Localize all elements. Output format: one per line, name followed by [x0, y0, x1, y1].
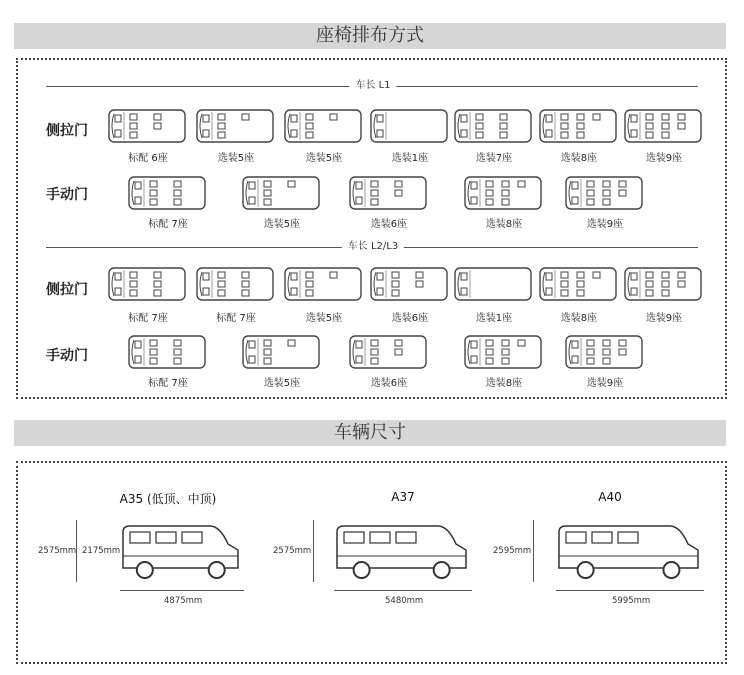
seat-layout-diagram	[108, 108, 188, 144]
seat-layout-diagram	[284, 266, 364, 302]
seat-layout-caption: 标配 7座	[148, 378, 188, 389]
seat-layout-caption: 选装6座	[370, 219, 408, 230]
van-length-label: 4875mm	[164, 596, 203, 606]
van-model-label: A40	[598, 490, 622, 504]
row-label-side-door-l23: 侧拉门	[46, 282, 88, 298]
section-label-l23: 车长 L2/L3	[342, 241, 404, 253]
van-side-view	[556, 520, 704, 582]
seat-layout-diagram	[242, 334, 322, 370]
seat-layout-caption: 标配 6座	[128, 153, 168, 164]
seat-layout-caption: 选装9座	[645, 313, 683, 324]
seat-layout-diagram	[565, 175, 645, 211]
van-model-label: A35 (低顶、中顶)	[119, 492, 217, 506]
seat-layout-diagram	[539, 266, 619, 302]
seat-layout-caption: 选装1座	[475, 313, 513, 324]
seat-layout-caption: 选装5座	[263, 378, 301, 389]
seat-layout-caption: 选装9座	[586, 219, 624, 230]
van-length-label: 5480mm	[385, 596, 424, 606]
van-height-label: 2575mm	[273, 546, 312, 556]
seat-layout-diagram	[370, 266, 450, 302]
seat-layout-diagram	[539, 108, 619, 144]
van-height-label: 2575mm	[38, 546, 77, 556]
seat-layout-diagram	[624, 266, 704, 302]
van-height-label-secondary: 2175mm	[82, 546, 121, 556]
row-label-manual-door: 手动门	[46, 187, 88, 203]
seat-layout-caption: 选装6座	[370, 378, 408, 389]
seat-layout-diagram	[196, 108, 276, 144]
seat-layout-diagram	[349, 334, 429, 370]
seat-layout-diagram	[349, 175, 429, 211]
seat-layout-caption: 选装1座	[391, 153, 429, 164]
seat-layout-diagram	[464, 175, 544, 211]
row-label-manual-door-l23: 手动门	[46, 348, 88, 364]
seat-layout-diagram	[108, 266, 188, 302]
length-dimension-line	[556, 590, 704, 591]
seat-layout-caption: 选装9座	[586, 378, 624, 389]
seat-layout-diagram	[454, 266, 534, 302]
seat-layout-caption: 选装8座	[560, 153, 598, 164]
seat-layout-caption: 标配 7座	[128, 313, 168, 324]
seat-layout-diagram	[370, 108, 450, 144]
seat-layout-caption: 选装7座	[475, 153, 513, 164]
section-label-l1: 车长 L1	[349, 80, 396, 92]
seat-layout-diagram	[128, 175, 208, 211]
seat-layout-diagram	[624, 108, 704, 144]
van-side-view	[120, 520, 244, 582]
seat-layout-diagram	[242, 175, 322, 211]
height-dimension-line	[76, 520, 77, 582]
seat-layout-caption: 选装8座	[560, 313, 598, 324]
seat-layout-caption: 选装8座	[485, 219, 523, 230]
seat-layout-caption: 选装5座	[217, 153, 255, 164]
seat-layout-diagram	[196, 266, 276, 302]
length-dimension-line	[334, 590, 472, 591]
seat-layout-diagram	[454, 108, 534, 144]
length-dimension-line	[120, 590, 244, 591]
row-label-side-door: 侧拉门	[46, 123, 88, 139]
seat-layout-diagram	[464, 334, 544, 370]
van-height-label: 2595mm	[493, 546, 532, 556]
van-side-view	[334, 520, 472, 582]
seat-layout-caption: 选装5座	[263, 219, 301, 230]
van-model-label: A37	[391, 490, 415, 504]
seat-layout-caption: 标配 7座	[148, 219, 188, 230]
dimensions-banner: 车辆尺寸	[14, 420, 726, 446]
seat-layout-caption: 标配 7座	[216, 313, 256, 324]
seat-layout-caption: 选装8座	[485, 378, 523, 389]
seat-layout-caption: 选装5座	[305, 153, 343, 164]
seat-layout-caption: 选装5座	[305, 313, 343, 324]
height-dimension-line	[533, 520, 534, 582]
height-dimension-line	[313, 520, 314, 582]
van-length-label: 5995mm	[612, 596, 651, 606]
seating-banner: 座椅排布方式	[14, 23, 726, 49]
seat-layout-caption: 选装9座	[645, 153, 683, 164]
seat-layout-diagram	[565, 334, 645, 370]
seat-layout-diagram	[128, 334, 208, 370]
seat-layout-diagram	[284, 108, 364, 144]
seat-layout-caption: 选装6座	[391, 313, 429, 324]
